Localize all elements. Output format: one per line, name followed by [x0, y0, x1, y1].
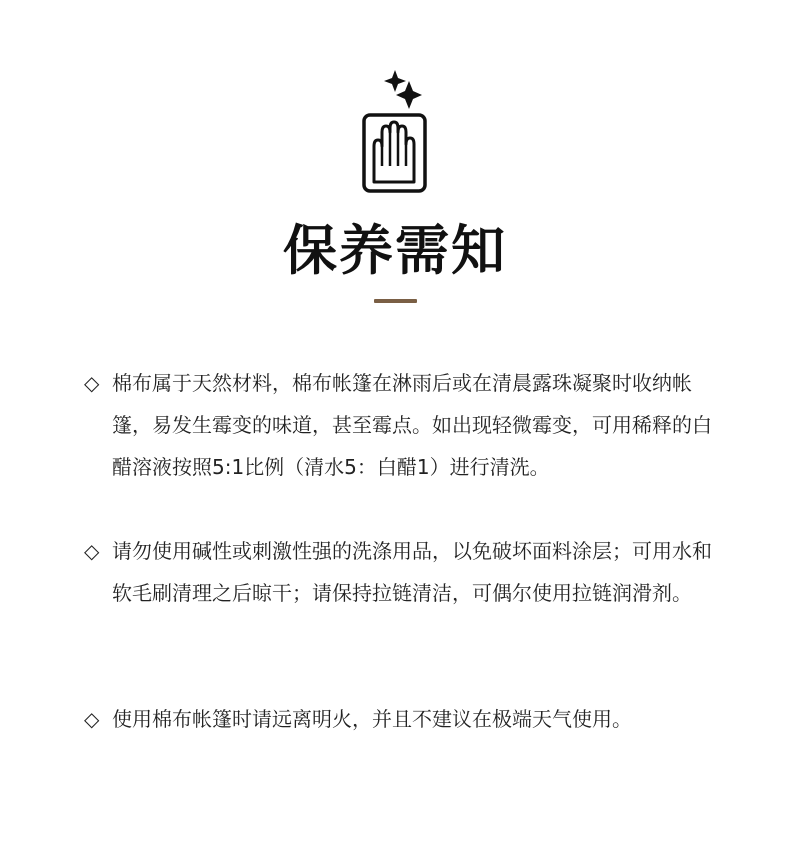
- care-item-text: 使用棉布帐篷时请远离明火，并且不建议在极端天气使用。: [112, 707, 632, 731]
- diamond-bullet-icon: ◇: [84, 371, 100, 395]
- care-item-text: 请勿使用碱性或刺激性强的洗涤用品，以免破坏面料涂层；可用水和软毛刷清理之后晾干；请保持拉链清洁，可偶尔使用拉链润滑剂。: [112, 539, 712, 605]
- sparkle-small-icon: [384, 70, 406, 92]
- diamond-bullet-icon: ◇: [84, 539, 100, 563]
- care-icon: [352, 66, 438, 196]
- title-underline: [374, 299, 417, 303]
- page-title: 保养需知: [283, 219, 507, 282]
- glove-icon: [374, 122, 414, 182]
- diamond-bullet-icon: ◇: [84, 707, 100, 731]
- sparkle-glove-icon: [352, 66, 438, 196]
- care-item-text: 棉布属于天然材料，棉布帐篷在淋雨后或在清晨露珠凝聚时收纳帐篷，易发生霉变的味道，甚至霉点。如出现轻微霉变，可用稀释的白醋溶液按照5:1比例（清水5：白醋1）进行清洗。: [112, 371, 712, 479]
- sparkle-large-icon: [396, 81, 422, 109]
